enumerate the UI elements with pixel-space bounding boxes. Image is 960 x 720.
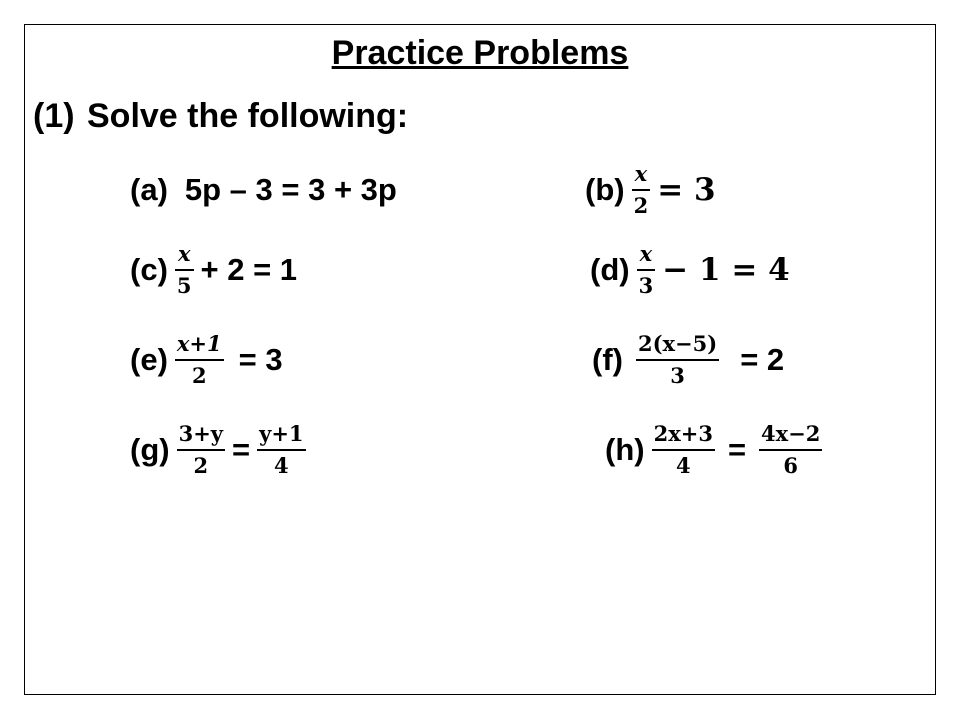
problem-label: (b) xyxy=(585,172,625,207)
numerator: 2x+3 xyxy=(653,420,713,446)
fraction-bar xyxy=(175,359,224,361)
numerator: x xyxy=(177,240,191,266)
numerator: 3+y xyxy=(178,420,224,446)
problem-equation: 5p – 3 = 3 + 3p xyxy=(184,172,397,207)
denominator: 2 xyxy=(191,363,207,388)
numerator: x+1 xyxy=(176,330,222,356)
fraction-right xyxy=(759,422,822,478)
equation-rest: + 2 = 1 xyxy=(200,252,298,287)
fraction-bar xyxy=(636,359,719,361)
fraction-bar xyxy=(759,449,822,451)
denominator: 2 xyxy=(633,193,649,218)
problem-e xyxy=(130,320,283,400)
denominator: 6 xyxy=(783,453,799,478)
problem-d xyxy=(590,230,790,310)
denominator: 4 xyxy=(675,453,691,478)
numerator: 2(x−5) xyxy=(637,330,718,356)
fraction-left xyxy=(177,422,225,478)
numerator: x xyxy=(634,160,648,186)
equals-sign: = xyxy=(232,432,251,467)
fraction-bar xyxy=(637,269,656,271)
problem-b xyxy=(585,150,716,230)
fraction-bar xyxy=(632,189,651,191)
problem-c xyxy=(130,230,297,310)
fraction xyxy=(636,332,719,388)
fraction xyxy=(632,162,651,218)
problem-label: (e) xyxy=(130,342,168,377)
problem-label: (h) xyxy=(605,432,645,467)
fraction-bar xyxy=(652,449,715,451)
problem-label: (f) xyxy=(592,342,623,377)
problem-a xyxy=(130,150,397,230)
section-heading xyxy=(33,97,408,136)
fraction xyxy=(637,242,656,298)
fraction xyxy=(175,332,224,388)
problem-g xyxy=(130,410,306,490)
equation-rest: = 2 xyxy=(740,342,785,377)
problem-h xyxy=(605,410,822,490)
numerator: 4x−2 xyxy=(761,420,821,446)
fraction-bar xyxy=(177,449,225,451)
numerator: y+1 xyxy=(259,420,304,446)
problem-f xyxy=(592,320,784,400)
numerator: x xyxy=(639,240,653,266)
section-instruction: Solve the following: xyxy=(87,97,409,135)
fraction xyxy=(175,242,194,298)
equation-rest: − 1 = 4 xyxy=(662,252,790,288)
section-number: (1) xyxy=(33,97,75,135)
denominator: 2 xyxy=(193,453,209,478)
denominator: 3 xyxy=(670,363,685,388)
equation-rest: = 3 xyxy=(657,172,716,208)
page-title: Practice Problems xyxy=(331,34,629,72)
problem-label: (a) xyxy=(130,172,168,207)
fraction-bar xyxy=(175,269,194,271)
denominator: 3 xyxy=(638,273,654,298)
fraction-bar xyxy=(257,449,305,451)
equation-rest: = 3 xyxy=(238,342,283,377)
problem-label: (c) xyxy=(130,252,168,287)
problem-label: (d) xyxy=(590,252,630,287)
fraction-right xyxy=(257,422,305,478)
problem-label: (g) xyxy=(130,432,170,467)
denominator: 4 xyxy=(274,453,289,478)
equals-sign: = xyxy=(727,432,747,467)
denominator: 5 xyxy=(176,273,192,298)
fraction-left xyxy=(652,422,715,478)
